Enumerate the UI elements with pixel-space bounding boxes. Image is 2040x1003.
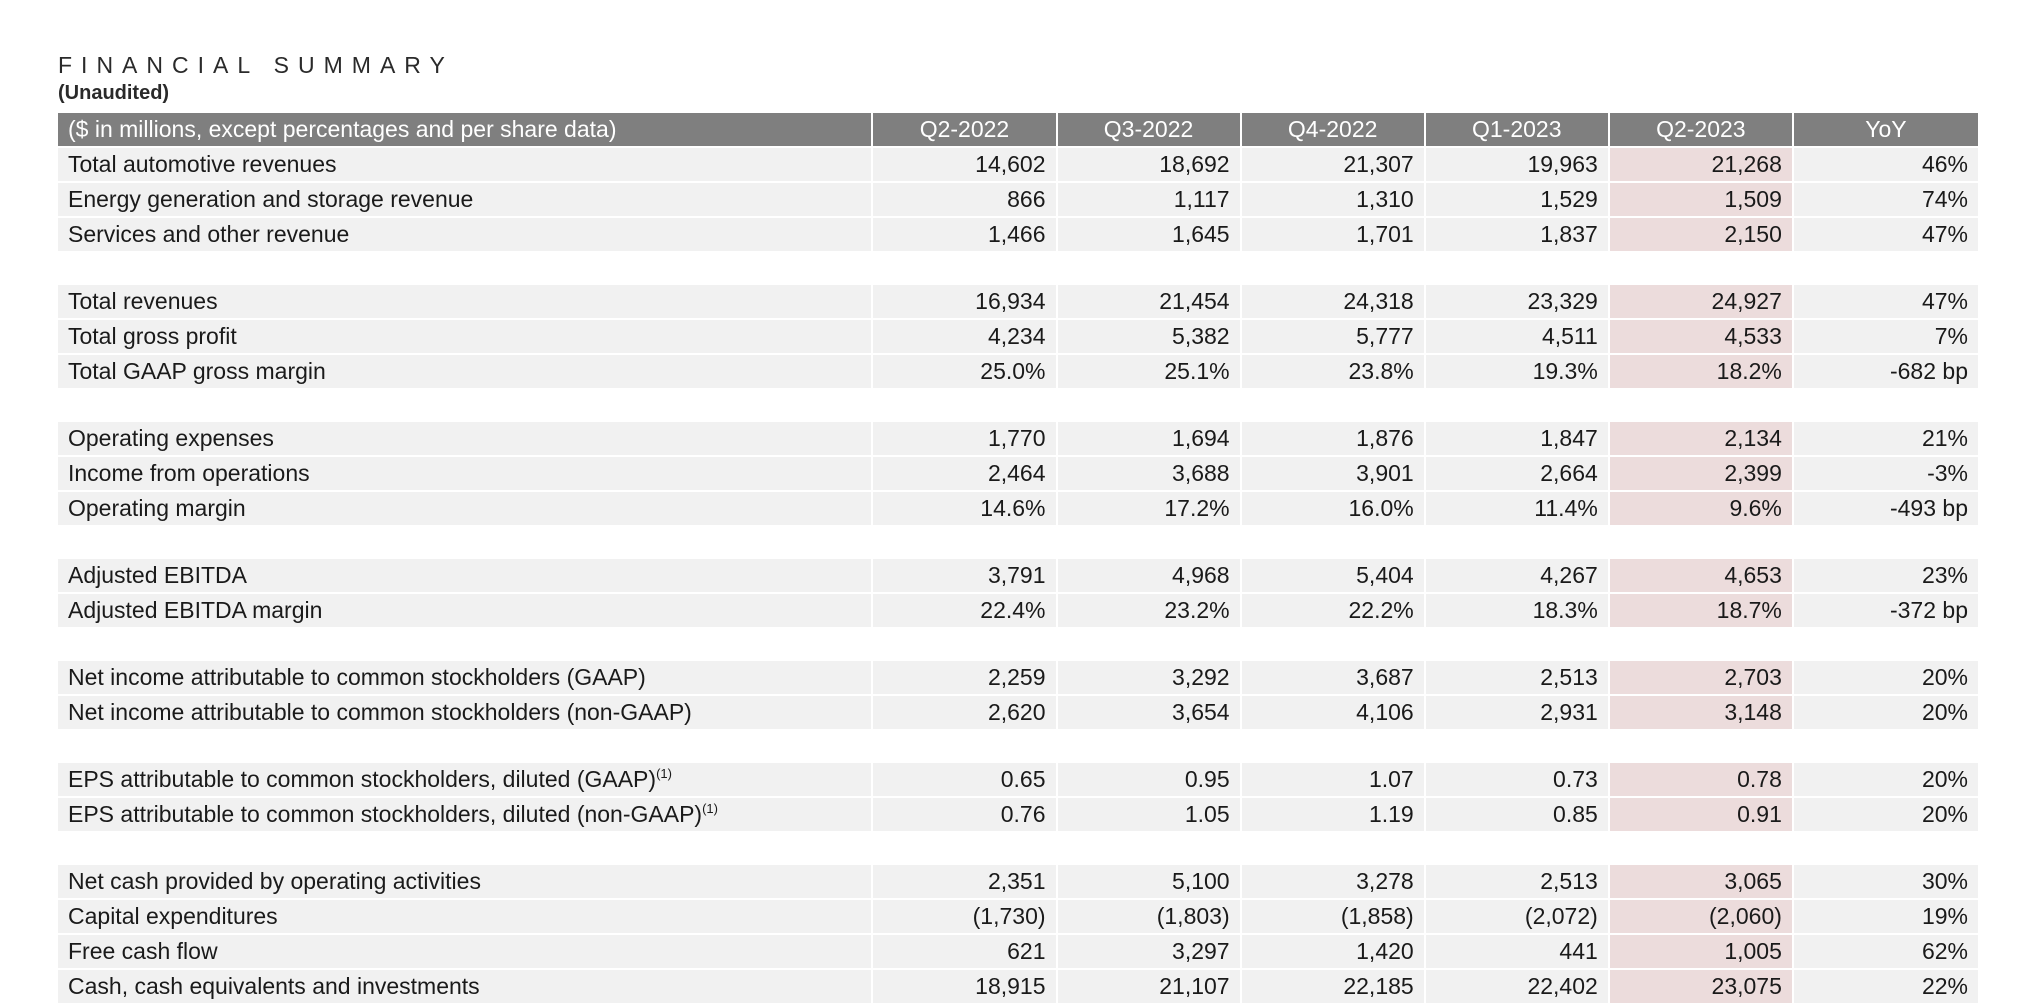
- spacer-cell: [58, 388, 1978, 420]
- cell-q2-2022: 22.4%: [873, 592, 1057, 627]
- cell-q1-2023: 441: [1426, 933, 1610, 968]
- cell-q4-2022: 4,106: [1242, 694, 1426, 729]
- cell-q3-2022: 3,297: [1058, 933, 1242, 968]
- cell-q1-2023: 2,664: [1426, 455, 1610, 490]
- cell-q4-2022: 1,420: [1242, 933, 1426, 968]
- footnote-marker: (1): [656, 766, 672, 781]
- cell-yoy: 22%: [1794, 968, 1978, 1003]
- table-row: [58, 659, 1978, 694]
- cell-q2-2023: 3,148: [1610, 694, 1794, 729]
- table-row: [58, 863, 1978, 898]
- cell-q3-2022: 25.1%: [1058, 353, 1242, 388]
- row-label: [58, 216, 873, 251]
- group-spacer: [58, 729, 1978, 761]
- cell-q2-2022: 2,351: [873, 863, 1057, 898]
- cell-q4-2022: 24,318: [1242, 283, 1426, 318]
- cell-q2-2023: 2,150: [1610, 216, 1794, 251]
- cell-q3-2022: 0.95: [1058, 761, 1242, 796]
- row-label: [58, 796, 873, 831]
- table-row: [58, 420, 1978, 455]
- cell-q1-2023: 22,402: [1426, 968, 1610, 1003]
- cell-q3-2022: 5,100: [1058, 863, 1242, 898]
- cell-yoy: 21%: [1794, 420, 1978, 455]
- row-label: [58, 557, 873, 592]
- table-row: [58, 216, 1978, 251]
- cell-q4-2022: 22.2%: [1242, 592, 1426, 627]
- cell-q2-2022: 0.65: [873, 761, 1057, 796]
- row-label-text: Net cash provided by operating activities: [68, 868, 481, 894]
- cell-q4-2022: 1.07: [1242, 761, 1426, 796]
- row-label-text: EPS attributable to common stockholders, diluted (GAAP): [68, 766, 657, 792]
- header-q1-2023: Q1-2023: [1426, 113, 1610, 146]
- group-spacer: [58, 525, 1978, 557]
- cell-q1-2023: 0.73: [1426, 761, 1610, 796]
- cell-q1-2023: 23,329: [1426, 283, 1610, 318]
- spacer-cell: [58, 251, 1978, 283]
- table-row: [58, 181, 1978, 216]
- table-row: [58, 796, 1978, 831]
- cell-yoy: 20%: [1794, 761, 1978, 796]
- cell-q4-2022: 23.8%: [1242, 353, 1426, 388]
- cell-q2-2022: 1,466: [873, 216, 1057, 251]
- row-label-text: Total GAAP gross margin: [68, 358, 326, 384]
- cell-yoy: -493 bp: [1794, 490, 1978, 525]
- row-label-text: Cash, cash equivalents and investments: [68, 973, 480, 999]
- cell-q1-2023: 4,267: [1426, 557, 1610, 592]
- cell-q2-2022: 1,770: [873, 420, 1057, 455]
- table-row: [58, 557, 1978, 592]
- cell-q3-2022: 3,654: [1058, 694, 1242, 729]
- cell-q1-2023: 4,511: [1426, 318, 1610, 353]
- table-row: [58, 933, 1978, 968]
- spacer-cell: [58, 729, 1978, 761]
- cell-yoy: 23%: [1794, 557, 1978, 592]
- cell-yoy: 20%: [1794, 796, 1978, 831]
- cell-yoy: -372 bp: [1794, 592, 1978, 627]
- row-label-text: Free cash flow: [68, 938, 218, 964]
- cell-q2-2023: 23,075: [1610, 968, 1794, 1003]
- spacer-cell: [58, 627, 1978, 659]
- table-row: [58, 968, 1978, 1003]
- cell-q1-2023: 19,963: [1426, 146, 1610, 181]
- cell-q2-2022: 621: [873, 933, 1057, 968]
- row-label: [58, 420, 873, 455]
- cell-q2-2022: 0.76: [873, 796, 1057, 831]
- cell-q2-2023: 9.6%: [1610, 490, 1794, 525]
- cell-yoy: 20%: [1794, 694, 1978, 729]
- cell-q2-2022: 14,602: [873, 146, 1057, 181]
- row-label: [58, 146, 873, 181]
- cell-q2-2022: 2,464: [873, 455, 1057, 490]
- spacer-cell: [58, 525, 1978, 557]
- group-spacer: [58, 388, 1978, 420]
- row-label-text: EPS attributable to common stockholders, diluted (non-GAAP): [68, 801, 703, 827]
- header-label: ($ in millions, except percentages and per share data): [58, 113, 873, 146]
- row-label: [58, 968, 873, 1003]
- cell-q3-2022: 3,688: [1058, 455, 1242, 490]
- group-spacer: [58, 627, 1978, 659]
- row-label-text: Net income attributable to common stockholders (GAAP): [68, 664, 646, 690]
- table-header-row: [58, 113, 1978, 146]
- row-label: [58, 933, 873, 968]
- cell-q4-2022: 1,876: [1242, 420, 1426, 455]
- cell-q3-2022: 17.2%: [1058, 490, 1242, 525]
- cell-q1-2023: (2,072): [1426, 898, 1610, 933]
- row-label: [58, 490, 873, 525]
- cell-q4-2022: (1,858): [1242, 898, 1426, 933]
- cell-q2-2023: 24,927: [1610, 283, 1794, 318]
- row-label-text: Total revenues: [68, 288, 218, 314]
- cell-q4-2022: 22,185: [1242, 968, 1426, 1003]
- cell-q2-2023: 1,005: [1610, 933, 1794, 968]
- table-body: [58, 146, 1978, 1003]
- cell-q3-2022: 21,454: [1058, 283, 1242, 318]
- row-label: [58, 455, 873, 490]
- row-label: [58, 353, 873, 388]
- cell-q4-2022: 1,701: [1242, 216, 1426, 251]
- row-label-text: Adjusted EBITDA margin: [68, 597, 323, 623]
- row-label: [58, 863, 873, 898]
- cell-q2-2023: 18.2%: [1610, 353, 1794, 388]
- row-label: [58, 318, 873, 353]
- table-row: [58, 455, 1978, 490]
- cell-q1-2023: 2,931: [1426, 694, 1610, 729]
- cell-q2-2022: 4,234: [873, 318, 1057, 353]
- cell-q2-2022: 14.6%: [873, 490, 1057, 525]
- cell-q3-2022: 23.2%: [1058, 592, 1242, 627]
- cell-q2-2023: 1,509: [1610, 181, 1794, 216]
- row-label: [58, 181, 873, 216]
- cell-q2-2022: 25.0%: [873, 353, 1057, 388]
- footnote-marker: (1): [702, 801, 718, 816]
- cell-q2-2023: 0.78: [1610, 761, 1794, 796]
- cell-q3-2022: 1.05: [1058, 796, 1242, 831]
- cell-q4-2022: 5,777: [1242, 318, 1426, 353]
- table-row: [58, 694, 1978, 729]
- row-label-text: Total gross profit: [68, 323, 237, 349]
- cell-q1-2023: 1,529: [1426, 181, 1610, 216]
- cell-yoy: 47%: [1794, 216, 1978, 251]
- row-label-text: Services and other revenue: [68, 221, 350, 247]
- header-yoy: YoY: [1794, 113, 1978, 146]
- table-row: [58, 898, 1978, 933]
- cell-q3-2022: 1,117: [1058, 181, 1242, 216]
- cell-q1-2023: 2,513: [1426, 659, 1610, 694]
- page-subtitle: (Unaudited): [58, 82, 170, 104]
- cell-q4-2022: 16.0%: [1242, 490, 1426, 525]
- cell-q4-2022: 1,310: [1242, 181, 1426, 216]
- row-label: [58, 659, 873, 694]
- cell-q3-2022: 1,694: [1058, 420, 1242, 455]
- row-label-text: Energy generation and storage revenue: [68, 186, 474, 212]
- row-label: [58, 592, 873, 627]
- cell-q2-2022: 3,791: [873, 557, 1057, 592]
- cell-q2-2022: 2,620: [873, 694, 1057, 729]
- cell-q2-2022: (1,730): [873, 898, 1057, 933]
- cell-q2-2022: 2,259: [873, 659, 1057, 694]
- cell-q1-2023: 1,847: [1426, 420, 1610, 455]
- cell-q1-2023: 0.85: [1426, 796, 1610, 831]
- group-spacer: [58, 831, 1978, 863]
- row-label-text: Net income attributable to common stockholders (non-GAAP): [68, 699, 692, 725]
- cell-yoy: 62%: [1794, 933, 1978, 968]
- cell-q1-2023: 19.3%: [1426, 353, 1610, 388]
- table-row: [58, 490, 1978, 525]
- cell-q1-2023: 1,837: [1426, 216, 1610, 251]
- table-row: [58, 592, 1978, 627]
- cell-q1-2023: 18.3%: [1426, 592, 1610, 627]
- cell-q2-2023: 3,065: [1610, 863, 1794, 898]
- table-row: [58, 146, 1978, 181]
- row-label-text: Capital expenditures: [68, 903, 278, 929]
- cell-yoy: 20%: [1794, 659, 1978, 694]
- cell-q2-2023: (2,060): [1610, 898, 1794, 933]
- header-q3-2022: Q3-2022: [1058, 113, 1242, 146]
- row-label-text: Operating expenses: [68, 425, 274, 451]
- group-spacer: [58, 251, 1978, 283]
- row-label-text: Total automotive revenues: [68, 151, 337, 177]
- spacer-cell: [58, 831, 1978, 863]
- cell-q2-2023: 4,533: [1610, 318, 1794, 353]
- row-label-text: Adjusted EBITDA: [68, 562, 247, 588]
- cell-q2-2023: 2,399: [1610, 455, 1794, 490]
- cell-q2-2022: 16,934: [873, 283, 1057, 318]
- page-title: FINANCIAL SUMMARY: [58, 52, 454, 78]
- cell-q4-2022: 3,687: [1242, 659, 1426, 694]
- cell-yoy: 7%: [1794, 318, 1978, 353]
- row-label: [58, 898, 873, 933]
- cell-q4-2022: 3,901: [1242, 455, 1426, 490]
- cell-yoy: 30%: [1794, 863, 1978, 898]
- cell-q2-2023: 0.91: [1610, 796, 1794, 831]
- cell-q4-2022: 3,278: [1242, 863, 1426, 898]
- financial-summary-table: [58, 113, 1978, 1003]
- cell-yoy: 74%: [1794, 181, 1978, 216]
- cell-q3-2022: 21,107: [1058, 968, 1242, 1003]
- row-label: [58, 761, 873, 796]
- cell-q2-2023: 2,134: [1610, 420, 1794, 455]
- row-label-text: Operating margin: [68, 495, 246, 521]
- cell-q3-2022: 5,382: [1058, 318, 1242, 353]
- cell-q2-2023: 2,703: [1610, 659, 1794, 694]
- cell-q2-2023: 18.7%: [1610, 592, 1794, 627]
- row-label-text: Income from operations: [68, 460, 310, 486]
- cell-q2-2023: 21,268: [1610, 146, 1794, 181]
- cell-yoy: -3%: [1794, 455, 1978, 490]
- cell-q4-2022: 21,307: [1242, 146, 1426, 181]
- cell-q1-2023: 2,513: [1426, 863, 1610, 898]
- cell-q4-2022: 5,404: [1242, 557, 1426, 592]
- cell-q3-2022: 1,645: [1058, 216, 1242, 251]
- cell-yoy: 46%: [1794, 146, 1978, 181]
- table-row: [58, 353, 1978, 388]
- header-q2-2022: Q2-2022: [873, 113, 1057, 146]
- header-q4-2022: Q4-2022: [1242, 113, 1426, 146]
- cell-q2-2023: 4,653: [1610, 557, 1794, 592]
- cell-q3-2022: 4,968: [1058, 557, 1242, 592]
- cell-q2-2022: 866: [873, 181, 1057, 216]
- row-label: [58, 694, 873, 729]
- table-row: [58, 318, 1978, 353]
- cell-yoy: 47%: [1794, 283, 1978, 318]
- cell-q3-2022: 3,292: [1058, 659, 1242, 694]
- cell-q3-2022: 18,692: [1058, 146, 1242, 181]
- cell-q3-2022: (1,803): [1058, 898, 1242, 933]
- cell-q2-2022: 18,915: [873, 968, 1057, 1003]
- cell-yoy: -682 bp: [1794, 353, 1978, 388]
- cell-q1-2023: 11.4%: [1426, 490, 1610, 525]
- table-row: [58, 761, 1978, 796]
- header-q2-2023: Q2-2023: [1610, 113, 1794, 146]
- row-label: [58, 283, 873, 318]
- table-row: [58, 283, 1978, 318]
- cell-yoy: 19%: [1794, 898, 1978, 933]
- cell-q4-2022: 1.19: [1242, 796, 1426, 831]
